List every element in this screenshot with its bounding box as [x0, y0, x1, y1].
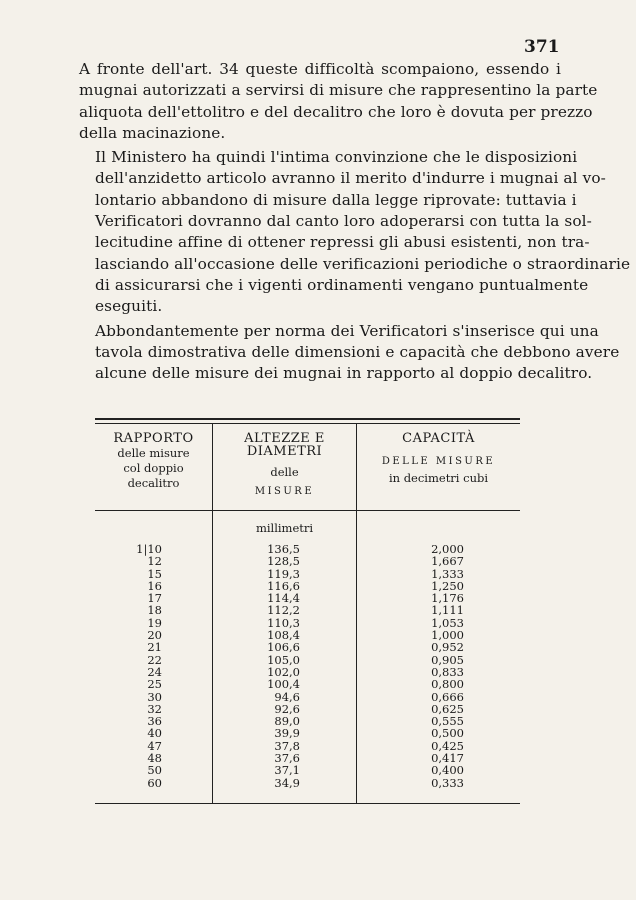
altezze-cell: 89,0	[274, 714, 300, 729]
altezze-cell: 112,2	[267, 603, 300, 618]
rapporto-cell: 40	[147, 726, 162, 741]
rapporto-cell: 15	[147, 566, 162, 581]
altezze-cell: 108,4	[267, 628, 300, 643]
header-altezze-main: ALTEZZE E DIAMETRI	[244, 431, 325, 459]
capacita-cell: 1,250	[431, 578, 464, 593]
header-altezze-sub-2: MISURE	[254, 486, 315, 497]
capacita-cell: 1,667	[431, 554, 464, 569]
capacita-cell: 0,800	[431, 677, 464, 692]
capacita-values	[357, 511, 520, 789]
text-line: Verificatori dovranno dal canto loro adoperarsi con tutta la sol-	[95, 212, 592, 231]
header-rapporto-main: RAPPORTO	[113, 431, 194, 446]
rapporto-cell: 20	[147, 628, 162, 643]
capacita-cell: 0,400	[431, 763, 464, 778]
rapporto-cell: 1|10	[136, 542, 162, 556]
capacita-cell: 0,905	[431, 652, 464, 667]
rapporto-cell: 25	[147, 677, 162, 692]
altezze-cell: 37,1	[274, 763, 300, 778]
text-line: lecitudine affine di ottener repressi gli abusi esistenti, non tra-	[95, 233, 590, 252]
altezze-cell: 105,0	[267, 652, 300, 667]
text-line: della macinazione.	[79, 123, 226, 142]
altezze-cell: 94,6	[274, 689, 300, 704]
table-header	[95, 424, 520, 511]
rapporto-cell: 50	[147, 763, 162, 778]
rapporto-cell: 47	[147, 738, 162, 753]
rapporto-cell: 60	[147, 775, 162, 790]
capacita-cell: 0,555	[431, 714, 464, 729]
header-capacita-main: CAPACITÀ	[402, 431, 475, 446]
rapporto-cell: 21	[147, 640, 162, 655]
header-altezze	[213, 424, 357, 510]
rapporto-cell: 12	[147, 554, 162, 569]
body-text	[79, 59, 631, 384]
altezze-cell: 114,4	[267, 591, 300, 606]
capacita-cell: 0,833	[431, 664, 464, 679]
rapporto-cell: 22	[147, 652, 162, 667]
text-line: dell'anzidetto articolo avranno il merito d'indurre i mugnai al vo-	[95, 169, 606, 188]
capacita-cell: 0,952	[431, 640, 464, 655]
altezze-cell: 92,6	[274, 701, 300, 716]
text-line: alcune delle misure dei mugnai in rapporto al doppio decalitro.	[95, 364, 593, 383]
capacita-cell: 2,000	[431, 542, 464, 556]
header-capacita-sub-2: in decimetri cubi	[388, 471, 489, 485]
rapporto-cell: 18	[147, 603, 162, 618]
header-capacita	[357, 424, 520, 510]
altezze-cell: 102,0	[267, 664, 300, 679]
header-rapporto-sub-1: delle misure	[117, 446, 190, 460]
header-rapporto-sub-3: decalitro	[127, 476, 180, 490]
column-rapporto	[95, 511, 213, 803]
text-line: A fronte dell'art. 34 queste difficoltà scompaiono, essendo i	[79, 60, 561, 78]
capacita-cell: 0,417	[431, 751, 464, 766]
rapporto-cell: 36	[147, 714, 162, 729]
rapporto-cell: 17	[147, 591, 162, 606]
paragraph-3	[79, 321, 620, 385]
page-number: 371	[524, 37, 560, 57]
altezze-cell: 37,6	[274, 751, 300, 766]
altezze-cell: 37,8	[274, 738, 300, 753]
altezze-values	[213, 539, 356, 789]
capacita-cell: 1,333	[431, 566, 464, 581]
capacita-cell: 1,053	[431, 615, 464, 630]
altezze-cell: 116,6	[267, 578, 300, 593]
altezze-cell: 100,4	[267, 677, 300, 692]
text-line: di assicurarsi che i vigenti ordinamenti vengano puntualmente	[95, 275, 589, 294]
text-line: aliquota dell'ettolitro e del decalitro che loro è dovuta per prezzo	[79, 102, 593, 121]
altezze-cell: 34,9	[274, 775, 300, 790]
capacita-cell: 0,425	[431, 738, 464, 753]
rapporto-cell: 30	[147, 689, 162, 704]
altezze-cell: 119,3	[267, 566, 300, 581]
text-line: lasciando all'occasione delle verificazioni periodiche o straordinarie	[95, 254, 631, 273]
header-capacita-sub-1: DELLE MISURE	[381, 456, 496, 467]
capacita-cell: 1,176	[431, 591, 464, 606]
text-line: tavola dimostrativa delle dimensioni e capacità che debbono avere	[95, 342, 620, 361]
header-altezze-sub-1: delle	[270, 465, 299, 479]
unit-label: millimetri	[255, 521, 314, 535]
capacita-cell: 0,333	[431, 775, 464, 790]
header-rapporto-sub-2: col doppio	[123, 461, 184, 475]
altezze-cell: 110,3	[267, 615, 300, 630]
table-body	[95, 511, 520, 804]
altezze-cell: 136,5	[267, 542, 300, 556]
rapporto-cell: 16	[147, 578, 162, 593]
rapporto-cell: 48	[147, 751, 162, 766]
text-line: lontario abbandono di misure dalla legge riprovate: tuttavia i	[95, 190, 577, 209]
text-line: mugnai autorizzati a servirsi di misure che rappresentino la parte	[79, 81, 598, 100]
column-altezze	[213, 511, 357, 803]
column-capacita	[357, 511, 520, 803]
capacita-cell: 0,666	[431, 689, 464, 704]
rapporto-values	[95, 511, 212, 789]
header-rapporto	[95, 424, 213, 510]
capacita-cell: 1,000	[431, 628, 464, 643]
measures-table	[95, 418, 520, 804]
altezze-cell: 128,5	[267, 554, 300, 569]
capacita-cell: 0,625	[431, 701, 464, 716]
text-line: Abbondantemente per norma dei Verificatori s'inserisce qui una	[95, 321, 599, 340]
rapporto-cell: 24	[147, 664, 162, 679]
paragraph-1	[79, 59, 598, 144]
paragraph-2	[79, 147, 631, 317]
rapporto-cell: 32	[147, 701, 162, 716]
capacita-cell: 1,111	[431, 603, 464, 618]
capacita-cell: 0,500	[431, 726, 464, 741]
text-line: Il Ministero ha quindi l'intima convinzione che le disposizioni	[95, 148, 578, 167]
text-line: eseguiti.	[95, 297, 163, 316]
altezze-cell: 39,9	[274, 726, 300, 741]
altezze-cell: 106,6	[267, 640, 300, 655]
rapporto-cell: 19	[147, 615, 162, 630]
